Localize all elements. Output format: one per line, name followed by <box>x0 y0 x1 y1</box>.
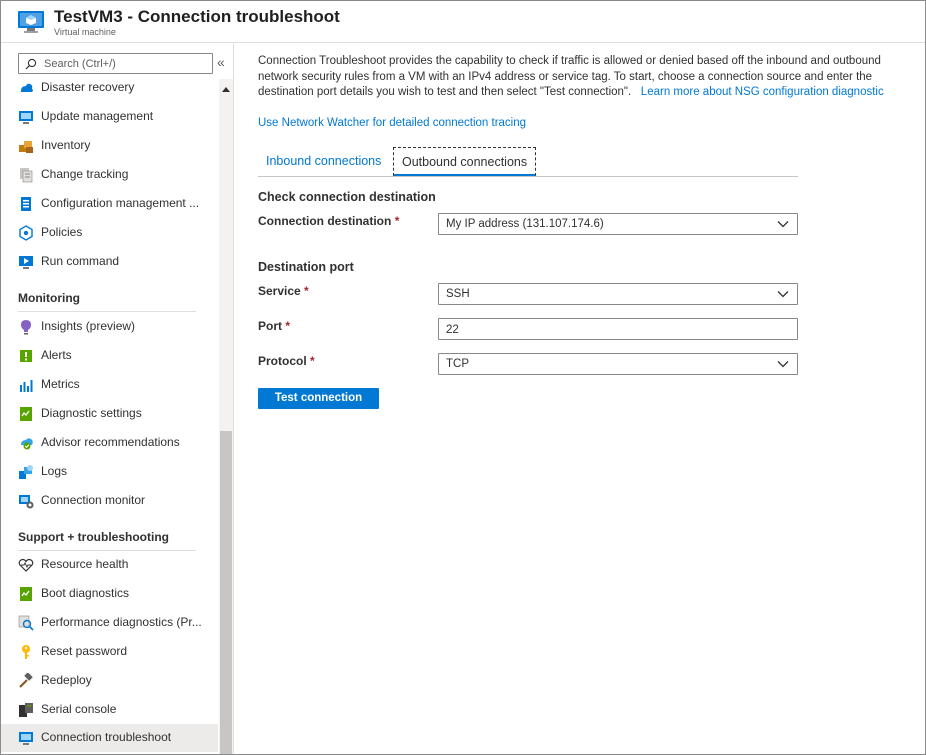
section-heading-support-troubleshooting: Support + troubleshooting <box>18 530 196 551</box>
description-body: Connection Troubleshoot provides the capability to check if traffic is allowed or denied based off the inbound and outbound network security rules from a VM with an IPv4 address or service tag. To start, choose a connection source and enter the destination port details you wish to test and then select "Test connection". <box>258 55 881 98</box>
required-marker: * <box>310 354 315 368</box>
configuration-management-icon <box>18 196 34 212</box>
sidebar-item-label: Alerts <box>41 348 72 362</box>
logs-icon <box>18 464 34 480</box>
sidebar-item-label: Boot diagnostics <box>41 586 130 600</box>
sidebar-item-label: Disaster recovery <box>41 80 135 94</box>
check-connection-destination-heading: Check connection destination <box>258 190 436 204</box>
sidebar-item-label: Update management <box>41 109 154 123</box>
description-text <box>258 54 906 101</box>
sidebar-item-metrics[interactable] <box>1 371 218 399</box>
sidebar-item-inventory[interactable] <box>1 132 218 160</box>
protocol-value: TCP <box>446 358 469 370</box>
sidebar-item-label: Metrics <box>41 377 80 391</box>
advisor-icon <box>18 435 34 451</box>
connection-troubleshoot-icon <box>18 730 34 746</box>
collapse-sidebar-button[interactable]: « <box>217 54 225 70</box>
service-dropdown[interactable] <box>438 283 798 305</box>
sidebar-item-resource-health[interactable] <box>1 551 218 579</box>
required-marker: * <box>304 284 309 298</box>
sidebar-item-label: Insights (preview) <box>41 319 136 333</box>
sidebar-item-disaster-recovery[interactable] <box>1 74 218 102</box>
section-heading-monitoring: Monitoring <box>18 291 196 312</box>
sidebar-item-run-command[interactable] <box>1 248 218 276</box>
learn-more-link[interactable]: Learn more about NSG configuration diagnostic <box>640 86 884 98</box>
search-icon <box>25 58 37 70</box>
network-watcher-link[interactable]: Use Network Watcher for detailed connection tracing <box>258 117 527 129</box>
chevron-down-icon <box>777 360 789 368</box>
connection-destination-label-text: Connection destination <box>258 214 392 228</box>
scroll-up-arrow-icon[interactable] <box>222 87 230 92</box>
service-label-text: Service <box>258 284 301 298</box>
protocol-label-text: Protocol <box>258 354 307 368</box>
metrics-icon <box>18 377 34 393</box>
diagnostic-settings-icon <box>18 406 34 422</box>
connection-destination-dropdown[interactable] <box>438 213 798 235</box>
insights-icon <box>18 319 34 335</box>
port-input[interactable] <box>446 322 786 337</box>
sidebar-item-label: Advisor recommendations <box>41 435 180 449</box>
change-tracking-icon <box>18 167 34 183</box>
sidebar-item-label: Serial console <box>41 702 117 716</box>
required-marker: * <box>394 214 400 228</box>
sidebar-item-label: Connection monitor <box>41 493 146 507</box>
sidebar-item-insights[interactable] <box>1 313 218 341</box>
sidebar-item-label: Logs <box>41 464 68 478</box>
required-marker: * <box>285 319 291 333</box>
sidebar-item-label: Redeploy <box>41 673 92 687</box>
disaster-recovery-icon <box>18 80 34 96</box>
search-box[interactable] <box>18 53 213 74</box>
protocol-dropdown[interactable] <box>438 353 798 375</box>
chevron-down-icon <box>777 220 789 228</box>
inventory-icon <box>18 138 34 154</box>
sidebar-item-label: Diagnostic settings <box>41 406 142 420</box>
sidebar-item-label: Reset password <box>41 644 128 658</box>
sidebar-item-connection-troubleshoot[interactable] <box>1 724 218 752</box>
policies-icon <box>18 225 34 241</box>
sidebar-item-boot-diagnostics[interactable] <box>1 580 218 608</box>
hammer-icon <box>18 673 34 689</box>
sidebar-item-label: Change tracking <box>41 167 129 181</box>
connection-monitor-icon <box>18 493 34 509</box>
sidebar-item-label: Resource health <box>41 557 129 571</box>
sidebar-item-update-management[interactable] <box>1 103 218 131</box>
heart-icon <box>18 557 34 573</box>
test-connection-button[interactable]: Test connection <box>258 388 379 409</box>
serial-console-icon <box>18 702 34 718</box>
alerts-icon <box>18 348 34 364</box>
key-icon <box>18 644 34 660</box>
sidebar-item-alerts[interactable] <box>1 342 218 370</box>
update-management-icon <box>18 109 34 125</box>
sidebar-item-diagnostic-settings[interactable] <box>1 400 218 428</box>
virtual-machine-icon <box>18 11 44 33</box>
port-field[interactable] <box>438 318 798 340</box>
sidebar-item-performance-diagnostics[interactable] <box>1 609 218 637</box>
sidebar-item-label: Configuration management ... <box>41 196 200 210</box>
sidebar-item-change-tracking[interactable] <box>1 161 218 189</box>
connection-destination-value: My IP address (131.107.174.6) <box>446 218 604 230</box>
run-command-icon <box>18 254 34 270</box>
scrollbar-thumb[interactable] <box>220 431 232 755</box>
sidebar-item-connection-monitor[interactable] <box>1 487 218 515</box>
sidebar-item-label: Inventory <box>41 138 91 152</box>
sidebar-item-reset-password[interactable] <box>1 638 218 666</box>
tab-outbound-connections[interactable]: Outbound connections <box>393 147 536 176</box>
sidebar-scrollbar[interactable] <box>219 79 233 755</box>
page-title: TestVM3 - Connection troubleshoot <box>54 7 340 26</box>
sidebar <box>1 43 234 755</box>
port-label <box>258 319 290 333</box>
sidebar-item-label: Connection troubleshoot <box>41 730 172 744</box>
service-label <box>258 284 309 298</box>
search-input[interactable] <box>44 56 209 71</box>
sidebar-item-label: Policies <box>41 225 83 239</box>
page-subtitle: Virtual machine <box>54 27 116 37</box>
sidebar-item-redeploy[interactable] <box>1 667 218 695</box>
protocol-label <box>258 354 315 368</box>
port-label-text: Port <box>258 319 282 333</box>
sidebar-item-advisor-recommendations[interactable] <box>1 429 218 457</box>
sidebar-item-configuration-management[interactable] <box>1 190 218 218</box>
sidebar-item-serial-console[interactable] <box>1 696 218 724</box>
boot-diagnostics-icon <box>18 586 34 602</box>
performance-diagnostics-icon <box>18 615 34 631</box>
destination-port-heading: Destination port <box>258 260 354 274</box>
sidebar-item-logs[interactable] <box>1 458 218 486</box>
sidebar-item-label: Run command <box>41 254 120 268</box>
connection-destination-label <box>258 214 399 228</box>
sidebar-item-label: Performance diagnostics (Pr... <box>41 615 202 629</box>
sidebar-item-policies[interactable] <box>1 219 218 247</box>
service-value: SSH <box>446 288 470 300</box>
chevron-down-icon <box>777 290 789 298</box>
tab-bar <box>258 147 798 177</box>
tab-inbound-connections[interactable]: Inbound connections <box>266 154 382 168</box>
blade-header <box>1 1 925 43</box>
